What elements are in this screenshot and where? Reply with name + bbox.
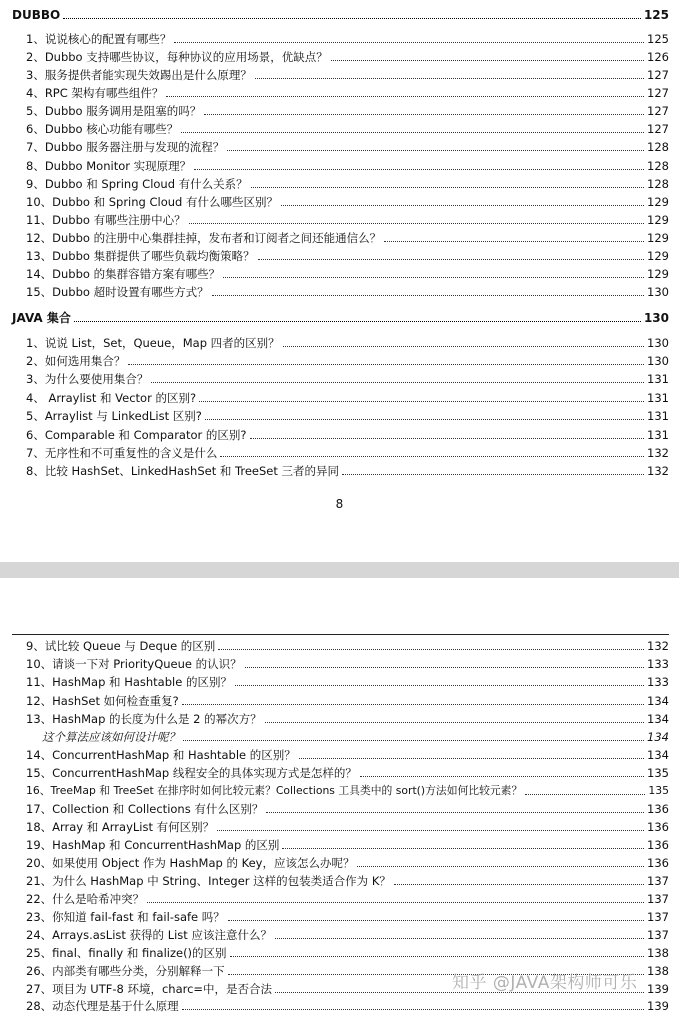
toc-entry[interactable] <box>26 744 669 762</box>
entry-text: 18、Array 和 ArrayList 有何区别？ <box>26 820 215 834</box>
dot-leader <box>74 321 641 322</box>
entry-page: 139 <box>647 999 669 1013</box>
toc-entry[interactable] <box>26 816 669 834</box>
entry-page: 127 <box>647 68 669 82</box>
entry-page: 127 <box>647 104 669 118</box>
heading-title: JAVA 集合 <box>12 311 71 325</box>
entry-text: 2、Dubbo 支持哪些协议，每种协议的应用场景，优缺点？ <box>26 50 328 64</box>
dot-leader <box>228 920 644 921</box>
entry-page: 131 <box>647 409 669 423</box>
entry-page: 132 <box>647 639 669 653</box>
toc-entry[interactable] <box>26 136 669 154</box>
dot-leader <box>251 187 644 188</box>
entry-text: 8、Dubbo Monitor 实现原理？ <box>26 159 192 173</box>
dot-leader <box>147 902 644 903</box>
entry-page: 138 <box>647 964 669 978</box>
entry-text: 12、HashSet 如何检查重复? <box>26 694 179 708</box>
toc-entry[interactable] <box>26 870 669 888</box>
toc-entry[interactable] <box>26 442 669 460</box>
dot-leader <box>357 866 644 867</box>
entry-text: 8、比较 HashSet、LinkedHashSet 和 TreeSet 三者的异同 <box>26 464 340 478</box>
entry-text: 9、Dubbo 和 Spring Cloud 有什么关系？ <box>26 177 248 191</box>
toc-sub-entry[interactable] <box>42 726 669 744</box>
toc-entry[interactable] <box>26 671 669 689</box>
entry-page: 136 <box>647 802 669 816</box>
entry-text: 13、HashMap 的长度为什么是 2 的幂次方？ <box>26 712 262 726</box>
toc-entry[interactable] <box>26 368 669 386</box>
dot-leader <box>394 884 644 885</box>
watermark: 知乎 @JAVA架构师可乐 <box>452 973 638 993</box>
toc-entry[interactable] <box>26 387 669 405</box>
entry-text: 7、Dubbo 服务器注册与发现的流程？ <box>26 140 225 154</box>
dot-leader <box>342 474 644 475</box>
entry-page: 128 <box>647 159 669 173</box>
toc-entry[interactable] <box>26 798 669 816</box>
dot-leader <box>384 241 644 242</box>
toc-heading-dubbo[interactable] <box>12 4 669 22</box>
entry-page: 134 <box>647 712 669 726</box>
entry-page: 134 <box>647 694 669 708</box>
entry-text: 15、ConcurrentHashMap 线程安全的具体实现方式是怎样的？ <box>26 766 357 780</box>
heading-title: DUBBO <box>12 8 61 22</box>
entry-text: 1、说说 List，Set，Queue，Map 四者的区别？ <box>26 336 280 350</box>
entry-page: 129 <box>647 231 669 245</box>
entry-text: 22、什么是哈希冲突？ <box>26 892 145 906</box>
dot-leader <box>223 277 644 278</box>
dot-leader <box>258 259 644 260</box>
toc-entry[interactable] <box>26 64 669 82</box>
entry-page: 133 <box>647 675 669 689</box>
entry-text: 1、说说核心的配置有哪些？ <box>26 32 172 46</box>
dot-leader <box>63 18 641 19</box>
toc-entry[interactable] <box>26 690 669 708</box>
toc-entry[interactable] <box>26 227 669 245</box>
entry-text: 16、TreeMap 和 TreeSet 在排序时如何比较元素？Collections 工具类中的 sort()方法如何比较元素？ <box>26 784 523 797</box>
entry-page: 137 <box>647 928 669 942</box>
entry-page: 130 <box>647 354 669 368</box>
heading-page: 125 <box>643 8 669 22</box>
entry-page: 134 <box>647 748 669 762</box>
dot-leader <box>525 794 645 795</box>
toc-entry[interactable] <box>26 100 669 118</box>
entry-text: 15、Dubbo 超时设置有哪些方式？ <box>26 285 209 299</box>
dot-leader <box>151 382 644 383</box>
entry-page: 135 <box>647 766 669 780</box>
entry-page: 132 <box>647 446 669 460</box>
dot-leader <box>218 649 644 650</box>
entry-page: 137 <box>647 874 669 888</box>
entry-text: 23、你知道 fail-fast 和 fail-safe 吗？ <box>26 910 225 924</box>
toc-entry[interactable] <box>26 82 669 100</box>
dot-leader <box>283 346 644 347</box>
dot-leader <box>275 938 644 939</box>
entry-text: 28、动态代理是基于什么原理 <box>26 999 179 1013</box>
entry-page: 129 <box>647 249 669 263</box>
entry-text: 7、无序性和不可重复性的含义是什么 <box>26 446 218 460</box>
entry-page: 129 <box>647 213 669 227</box>
toc-entry[interactable] <box>26 155 669 173</box>
entry-page: 139 <box>647 982 669 996</box>
toc-entry[interactable] <box>26 173 669 191</box>
toc-entry[interactable] <box>26 405 669 423</box>
toc-entry[interactable] <box>26 762 669 780</box>
entry-page: 130 <box>647 336 669 350</box>
toc-entry[interactable] <box>26 708 669 726</box>
dot-leader <box>255 78 644 79</box>
toc-entry[interactable] <box>26 332 669 350</box>
entry-text: 4、RPC 架构有哪些组件？ <box>26 86 164 100</box>
dot-leader <box>266 812 644 813</box>
dot-leader <box>181 132 644 133</box>
entry-page: 131 <box>647 372 669 386</box>
entry-page: 136 <box>647 856 669 870</box>
toc-entry[interactable] <box>26 263 669 281</box>
dot-leader <box>174 42 644 43</box>
toc-entry[interactable] <box>26 118 669 136</box>
entry-text: 27、项目为 UTF-8 环境，charc=中，是否合法 <box>26 982 273 996</box>
toc-entry[interactable] <box>26 852 669 870</box>
entry-page: 125 <box>647 32 669 46</box>
entry-page: 126 <box>647 50 669 64</box>
entry-page: 131 <box>647 391 669 405</box>
entry-page: 132 <box>647 464 669 478</box>
dot-leader <box>194 169 644 170</box>
entry-page: 137 <box>647 910 669 924</box>
entry-page: 138 <box>647 946 669 960</box>
entry-text: 2、如何选用集合？ <box>26 354 126 368</box>
toc-entry[interactable] <box>26 209 669 227</box>
entry-text: 9、试比较 Queue 与 Deque 的区别 <box>26 639 216 653</box>
toc-entry[interactable] <box>26 191 669 209</box>
dot-leader <box>166 96 644 97</box>
toc-entry[interactable] <box>26 460 669 478</box>
entry-text: 19、HashMap 和 ConcurrentHashMap 的区别 <box>26 838 280 852</box>
entry-text: 21、为什么 HashMap 中 String、Integer 这样的包装类适合作为 K？ <box>26 874 391 888</box>
toc-entry[interactable] <box>26 995 669 1013</box>
dot-leader <box>282 848 644 849</box>
page-number: 8 <box>335 497 344 511</box>
entry-text: 10、Dubbo 和 Spring Cloud 有什么哪些区别？ <box>26 195 278 209</box>
dot-leader <box>281 205 644 206</box>
dot-leader <box>183 740 644 741</box>
toc-entry[interactable] <box>26 350 669 368</box>
dot-leader <box>128 364 644 365</box>
dot-leader <box>265 722 644 723</box>
entry-text: 5、Dubbo 服务调用是阻塞的吗？ <box>26 104 202 118</box>
dot-leader <box>204 114 644 115</box>
dot-leader <box>245 667 644 668</box>
heading-page: 130 <box>643 311 669 325</box>
entry-text: 10、请谈一下对 PriorityQueue 的认识？ <box>26 657 242 671</box>
entry-page: 135 <box>648 784 669 797</box>
entry-page: 129 <box>647 267 669 281</box>
entry-text: 3、服务提供者能实现失效踢出是什么原理？ <box>26 68 252 82</box>
toc-entry[interactable] <box>26 245 669 263</box>
entry-text: 6、Dubbo 核心功能有哪些？ <box>26 122 179 136</box>
entry-page: 136 <box>647 838 669 852</box>
dot-leader <box>205 419 644 420</box>
dot-leader <box>212 295 644 296</box>
toc-entry[interactable] <box>26 28 669 46</box>
dot-leader <box>360 776 644 777</box>
entry-text: 13、Dubbo 集群提供了哪些负载均衡策略？ <box>26 249 255 263</box>
page-separator <box>0 562 679 578</box>
entry-page: 127 <box>647 122 669 136</box>
entry-page: 127 <box>647 86 669 100</box>
entry-text: 4、 Arraylist 和 Vector 的区别? <box>26 391 197 405</box>
entry-text: 11、Dubbo 有哪些注册中心？ <box>26 213 186 227</box>
dot-leader <box>331 60 644 61</box>
toc-entry[interactable] <box>26 924 669 942</box>
dot-leader <box>230 956 644 957</box>
toc-entry[interactable] <box>26 281 669 299</box>
entry-text: 14、ConcurrentHashMap 和 Hashtable 的区别？ <box>26 748 296 762</box>
toc-heading-java-collections[interactable] <box>12 307 669 325</box>
toc-entry[interactable] <box>26 942 669 960</box>
entry-text: 24、Arrays.asList 获得的 List 应该注意什么？ <box>26 928 272 942</box>
toc-entry[interactable] <box>26 635 669 653</box>
entry-page: 129 <box>647 195 669 209</box>
entry-text: 14、Dubbo 的集群容错方案有哪些？ <box>26 267 221 281</box>
dot-leader <box>217 830 644 831</box>
entry-text: 12、Dubbo 的注册中心集群挂掉，发布者和订阅者之间还能通信么？ <box>26 231 382 245</box>
entry-text: 17、Collection 和 Collections 有什么区别？ <box>26 802 264 816</box>
entry-page: 133 <box>647 657 669 671</box>
entry-text: 25、final、finally 和 finalize()的区别 <box>26 946 227 960</box>
entry-page: 128 <box>647 177 669 191</box>
dot-leader <box>199 401 644 402</box>
entry-text: 6、Comparable 和 Comparator 的区别? <box>26 428 247 442</box>
entry-text: 3、为什么要使用集合？ <box>26 372 149 386</box>
toc-entry[interactable] <box>26 46 669 64</box>
toc-entry[interactable] <box>26 906 669 924</box>
entry-text: 26、内部类有哪些分类，分别解释一下 <box>26 964 225 978</box>
entry-page: 130 <box>647 285 669 299</box>
toc-entry[interactable] <box>26 888 669 906</box>
toc-entry[interactable] <box>26 834 669 852</box>
entry-page: 128 <box>647 140 669 154</box>
dot-leader <box>235 685 644 686</box>
entry-text: 11、HashMap 和 Hashtable 的区别？ <box>26 675 232 689</box>
entry-text: 20、如果使用 Object 作为 HashMap 的 Key，应该怎么办呢？ <box>26 856 355 870</box>
toc-entry[interactable] <box>26 653 669 671</box>
entry-text: 这个算法应该如何设计呢？ <box>42 730 180 744</box>
entry-page: 134 <box>647 730 669 744</box>
entry-page: 136 <box>647 820 669 834</box>
toc-entry[interactable] <box>26 424 669 442</box>
dot-leader <box>227 150 644 151</box>
dot-leader <box>182 1009 644 1010</box>
dot-leader <box>182 704 644 705</box>
dot-leader <box>250 438 645 439</box>
entry-page: 131 <box>647 428 669 442</box>
entry-page: 137 <box>647 892 669 906</box>
entry-text: 5、Arraylist 与 LinkedList 区别? <box>26 409 202 423</box>
dot-leader <box>220 456 644 457</box>
dot-leader <box>299 758 644 759</box>
dot-leader <box>189 223 644 224</box>
toc-entry[interactable] <box>26 780 669 798</box>
